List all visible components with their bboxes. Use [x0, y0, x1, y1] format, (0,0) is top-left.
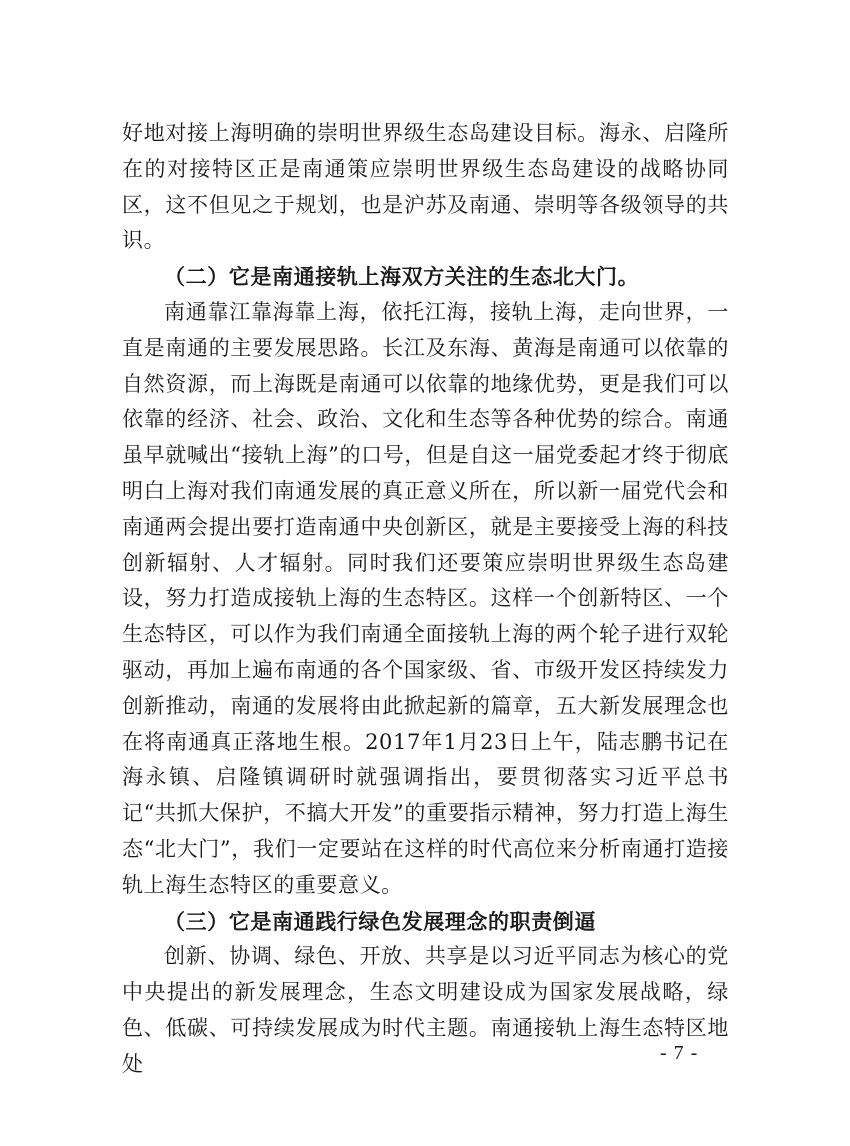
section-heading-three: （三）它是南通践行绿色发展理念的职责倒逼 — [164, 908, 596, 934]
paragraph-section-two: 南通靠江靠海靠上海，依托江海，接轨上海，走向世界，一直是南通的主要发展思路。长江及东海、黄海是南通可以依靠的自然资源，而上海既是南通可以依靠的地缘优势，更是我们可以依靠的经济、社会、政治、文化和生态等各种优势的综合。南通虽早就喊出“接轨上海”的口号，但是自这一届党委起才终于彻底明白上海对我们南通发展的真正意义所在，所以新一届党代会和南通两会提出要打造南通中央创新区，就是主要接受上海的科技创新辐射、人才辐射。同时我们还要策应崇明世界级生态岛建设，努力打造成接轨上海的生态特区。这样一个创新特区、一个生态特区，可以作为我们南通全面接轨上海的两个轮子进行双轮驱动，再加上遍布南通的各个国家级、省、市级开发区持续发力创新推动，南通的发展将由此掀起新的篇章，五大新发展理念也在将南通真正落地生根。2017年1月23日上午，陆志鹏书记在海永镇、启隆镇调研时就强调指出，要贯彻落实习近平总书记“共抓大保护，不搞大开发”的重要指示精神，努力打造上海生态“北大门”，我们一定要站在这样的时代高位来分析南通打造接轨上海生态特区的重要意义。 — [122, 299, 729, 897]
paragraph-section-three: 创新、协调、绿色、开放、共享是以习近平同志为核心的党中央提出的新发展理念，生态文明建设成为国家发展战略，绿色、低碳、可持续发展成为时代主题。南通接轨上海生态特区地处 — [122, 944, 729, 1076]
paragraph-opening: 好地对接上海明确的崇明世界级生态岛建设目标。海永、启隆所在的对接特区正是南通策应崇明世界级生态岛建设的战略协同区，这不但见之于规划，也是沪苏及南通、崇明等各级领导的共识。 — [122, 121, 729, 253]
page-number: - 7 - — [660, 1042, 699, 1064]
section-heading-two: （二）它是南通接轨上海双方关注的生态北大门。 — [164, 264, 640, 290]
document-body — [122, 116, 729, 1083]
